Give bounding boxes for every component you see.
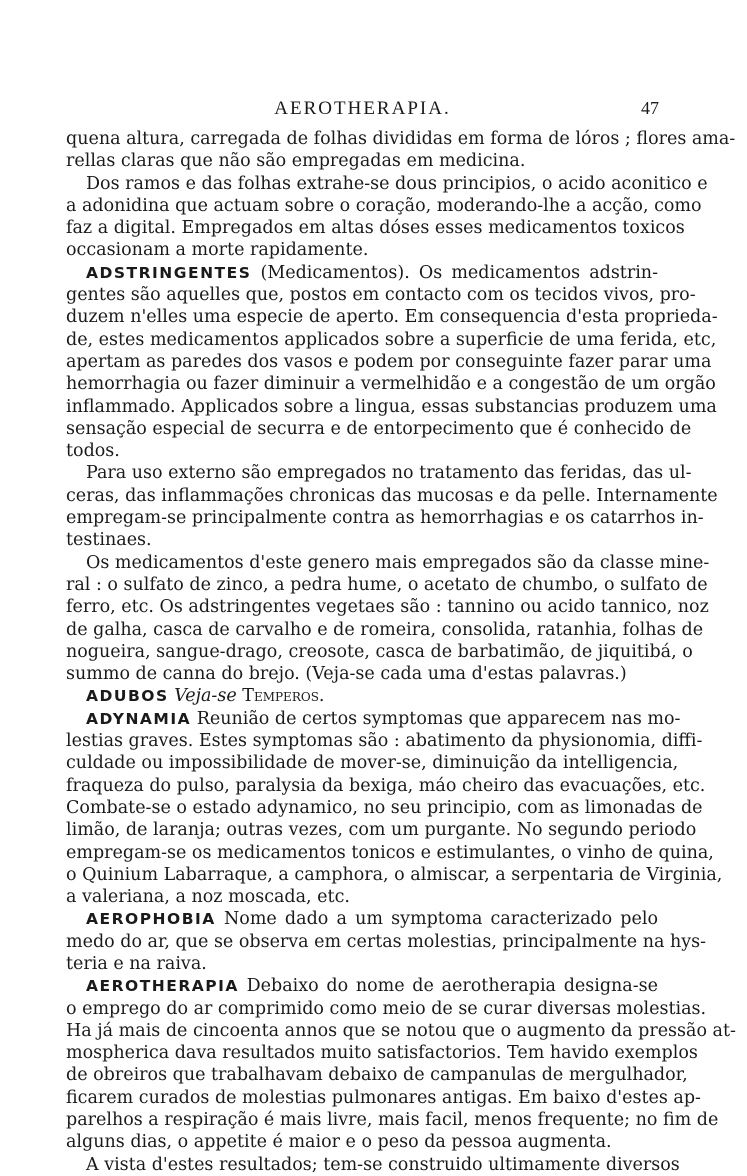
entry-headword: ADUBOS	[86, 687, 169, 706]
text-line: mospherica dava resultados muito satisfactorios. Tem havido exemplos	[66, 1043, 698, 1064]
cross-reference-label: Veja-se	[174, 686, 237, 707]
text-line: nogueira, sangue-drago, creosote, casca de barbatimão, de jiquitibá, o	[66, 641, 693, 662]
text-line: ral : o sulfato de zinco, a pedra hume, o acetato de chumbo, o sulfato de	[66, 574, 708, 595]
text-line: inflammado. Applicados sobre a lingua, essas substancias produzem uma	[66, 396, 717, 417]
text-line: A vista d'estes resultados; tem-se construido ultimamente diversos	[86, 1154, 680, 1175]
text-line: culdade ou impossibilidade de mover-se, diminuição da intelligencia,	[66, 753, 679, 774]
text-line: o emprego do ar comprimido como meio de se curar diversas molestias.	[66, 998, 707, 1019]
text-line: Dos ramos e das folhas extrahe-se dous principios, o acido aconitico e	[86, 173, 708, 194]
text-line: summo de canna do brejo. (Veja-se cada uma d'estas palavras.)	[66, 664, 627, 685]
entry-adstringentes	[66, 262, 658, 284]
text-line: a valeriana, a noz moscada, etc.	[66, 887, 350, 908]
text-line: quena altura, carregada de folhas divididas em forma de lóros ; flores ama-	[66, 129, 736, 149]
text-line: todos.	[66, 441, 120, 462]
text-line: a adonidina que actuam sobre o coração, moderando-lhe a acção, como	[66, 195, 702, 216]
text-line: Ha já mais de cincoenta annos que se notou que o augmento da pressão at-	[66, 1020, 736, 1041]
text-line: limão, de laranja; outras vezes, com um purgante. No segundo periodo	[66, 820, 697, 841]
text-line: occasionam a morte rapidamente.	[66, 240, 369, 261]
text-line: o Quinium Labarraque, a camphora, o almiscar, a serpentaria de Virginia,	[66, 864, 723, 885]
text-line: Combate-se o estado adynamico, no seu principio, com as limonadas de	[66, 797, 703, 818]
entry-text: Reunião de certos symptomas que apparecem nas mo-	[191, 708, 681, 729]
text-line: sensação especial de securra e de entorpecimento que é conhecido de	[66, 418, 692, 439]
text-line: teria e na raiva.	[66, 953, 207, 974]
text-line: apertam as paredes dos vasos e podem por conseguinte fazer parar uma	[66, 351, 712, 372]
text-line: medo do ar, que se observa em certas molestias, principalmente na hys-	[66, 931, 707, 952]
text-line: ferro, etc. Os adstringentes vegetaes são : tannino ou acido tannico, noz	[66, 597, 709, 618]
entry-aerophobia	[66, 908, 658, 930]
text-line: gentes são aquelles que, postos em contacto com os tecidos vivos, pro-	[66, 285, 696, 306]
body-text	[66, 128, 736, 1176]
text-line: empregam-se os medicamentos tonicos e estimulantes, o vinho de quina,	[66, 842, 714, 863]
entry-text: (Medicamentos). Os medicamentos adstrin-	[251, 262, 658, 283]
entry-adubos	[66, 685, 658, 707]
entry-adynamia	[66, 708, 681, 730]
text-line: de galha, casca de carvalho e de romeira, consolida, ratanhia, folhas de	[66, 619, 704, 640]
entry-headword: ADYNAMIA	[86, 709, 192, 728]
text-line: Para uso externo são empregados no tratamento das feridas, das ul-	[86, 463, 692, 484]
entry-headword: AEROTHERAPIA	[86, 977, 239, 996]
text-line: ficarem curados de molestias pulmonares antigas. Em baixo d'estes ap-	[66, 1087, 701, 1108]
text-line: rellas claras que não são empregadas em medicina.	[66, 151, 526, 172]
entry-text: Debaixo do nome de aerotherapia designa-se	[238, 976, 658, 997]
text-line: Os medicamentos d'este genero mais empregados são da classe mine-	[86, 552, 710, 573]
entry-text: Nome dado a um symptoma caracterizado pelo	[215, 909, 658, 930]
entry-headword: ADSTRINGENTES	[86, 263, 252, 282]
text-line: faz a digital. Empregados em altas dóses esses medicamentos toxicos	[66, 218, 685, 239]
cross-reference-target: Temperos.	[242, 686, 325, 707]
text-line: parelhos a respiração é mais livre, mais facil, menos frequente; no fim de	[66, 1110, 719, 1131]
text-line: ceras, das inflammações chronicas das mucosas e da pelle. Internamente	[66, 485, 718, 506]
entry-aerotherapia	[66, 975, 658, 997]
running-header	[66, 98, 659, 122]
text-line: lestias graves. Estes symptomas são : abatimento da physionomia, diffi-	[66, 731, 703, 752]
entry-headword: AEROPHOBIA	[86, 910, 216, 929]
text-line: hemorrhagia ou fazer diminuir a vermelhidão e a congestão de um orgão	[66, 374, 716, 395]
text-line: duzem n'elles uma especie de aperto. Em consequencia d'esta proprieda-	[66, 307, 718, 328]
text-line: alguns dias, o appetite é maior e o peso da pessoa augmenta.	[66, 1132, 612, 1153]
page-number: 47	[641, 98, 659, 118]
text-line: fraqueza do pulso, paralysia da bexiga, máo cheiro das evacuações, etc.	[66, 775, 706, 796]
text-line: de, estes medicamentos applicados sobre a superficie de uma ferida, etc,	[66, 329, 717, 350]
text-line: de obreiros que trabalhavam debaixo de campanulas de mergulhador,	[66, 1065, 688, 1086]
text-line: empregam-se principalmente contra as hemorrhagias e os catarrhos in-	[66, 508, 704, 529]
text-line: testinaes.	[66, 530, 152, 551]
running-title: AEROTHERAPIA.	[274, 98, 451, 119]
